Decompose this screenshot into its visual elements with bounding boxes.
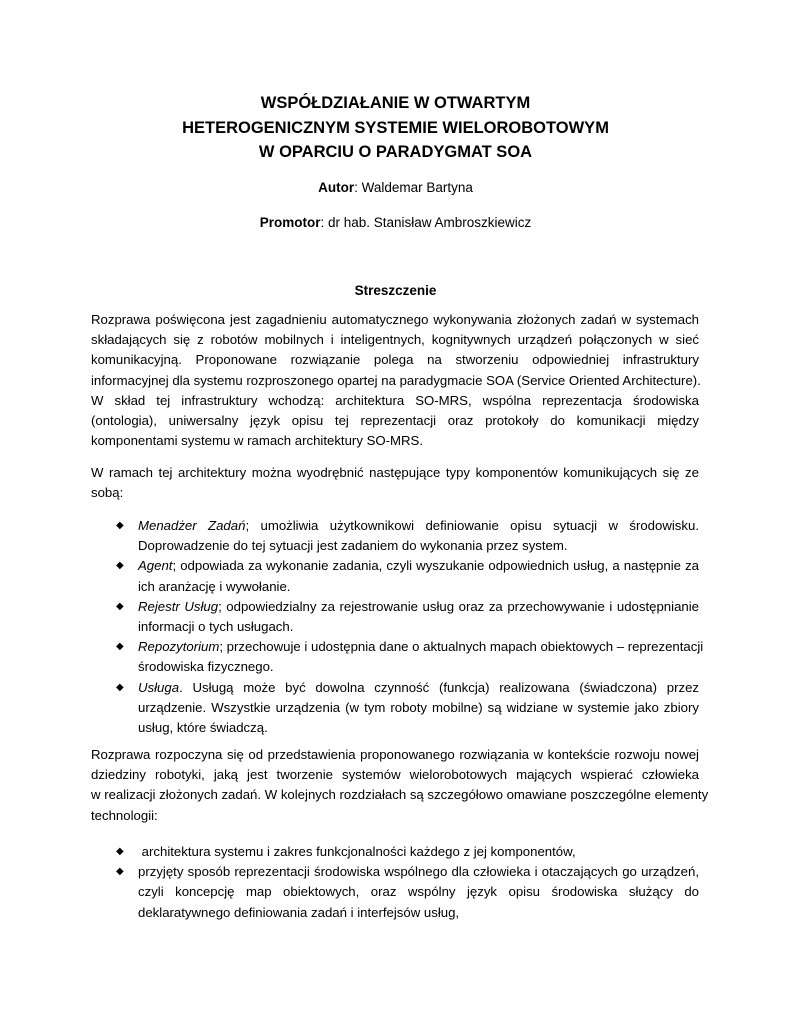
component-text: ich aranżację i wywołanie. bbox=[138, 578, 291, 594]
paragraph-line: W skład tej infrastruktury wchodzą: architektura SO-MRS, wspólna reprezentacja środowiska bbox=[91, 392, 699, 408]
component-text: urządzenie. Wszystkie urządzenia (w tym roboty mobilne) są widziane w systemie jako zbiory bbox=[138, 699, 699, 715]
list-item bbox=[91, 556, 699, 596]
author-line bbox=[0, 180, 791, 195]
list-item bbox=[91, 862, 699, 923]
paragraph-2 bbox=[91, 463, 699, 503]
paragraph-line: (ontologia), uniwersalny język opisu tej reprezentacji oraz protokoły do komunikacji między bbox=[91, 413, 699, 429]
element-text: czyli koncepcję map obiektowych, oraz wspólny język opisu środowiska służący do bbox=[138, 884, 699, 900]
author-label: Autor bbox=[318, 180, 355, 195]
author-name: : Waldemar Bartyna bbox=[354, 180, 473, 195]
diamond-bullet-icon: ◆ bbox=[116, 600, 124, 612]
component-text: ; przechowuje i udostępnia dane o aktualnych mapach obiektowych – reprezentacji bbox=[219, 639, 704, 655]
diamond-bullet-icon: ◆ bbox=[116, 520, 124, 531]
title-line-1: WSPÓŁDZIAŁANIE W OTWARTYM bbox=[260, 94, 531, 112]
components-list bbox=[91, 516, 704, 738]
abstract-heading: Streszczenie bbox=[354, 283, 437, 298]
paragraph-line: W ramach tej architektury można wyodrębnić następujące typy komponentów komunikujących się ze bbox=[91, 465, 699, 480]
component-term: Agent bbox=[138, 558, 173, 574]
diamond-bullet-icon: ◆ bbox=[116, 641, 124, 653]
element-text: przyjęty sposób reprezentacji środowiska wspólnego dla człowieka i otaczających go urządzeń, bbox=[138, 864, 699, 880]
component-text: ; odpowiedzialny za rejestrowanie usług oraz za przechowywanie i udostępnianie bbox=[218, 598, 700, 614]
component-term: Usługa bbox=[138, 679, 180, 695]
paragraph-line: technologii: bbox=[91, 807, 158, 823]
component-term: Menadżer Zadań bbox=[138, 518, 246, 533]
component-term: Repozytorium bbox=[138, 639, 220, 655]
paragraph-line: składających się z robotów mobilnych i inteligentnych, kognitywnych urządzeń połączonych w sieć bbox=[91, 332, 699, 348]
paragraph-line: sobą: bbox=[91, 485, 124, 501]
diamond-bullet-icon: ◆ bbox=[116, 846, 124, 857]
document-title bbox=[0, 91, 791, 165]
paragraph-line: informacyjnej dla systemu rozproszonego opartej na paradygmacie SOA (Service Oriented Architecture). bbox=[91, 372, 701, 388]
component-text: . Usługą może być dowolna czynność (funkcja) realizowana (świadczona) przez bbox=[179, 679, 699, 695]
list-item bbox=[91, 516, 699, 556]
paragraph-line: komunikacyjną. Proponowane rozwiązanie polega na stworzeniu odpowiedniej infrastruktury bbox=[91, 352, 699, 368]
element-text: deklaratywnego definiowania zadań i interfejsów usług, bbox=[138, 904, 460, 920]
list-item bbox=[91, 678, 699, 739]
component-text: ; odpowiada za wykonanie zadania, czyli wyszukanie odpowiednich usług, a następnie za bbox=[172, 558, 699, 574]
component-text: usług, które świadczą. bbox=[138, 720, 268, 736]
paragraph-1 bbox=[91, 310, 699, 451]
diamond-bullet-icon: ◆ bbox=[116, 681, 124, 693]
promotor-name: : dr hab. Stanisław Ambroszkiewicz bbox=[320, 215, 532, 230]
list-item bbox=[91, 842, 699, 862]
paragraph-line: w realizacji złożonych zadań. W kolejnych rozdziałach są szczegółowo omawiane poszczególne elementy bbox=[91, 787, 709, 803]
paragraph-3 bbox=[91, 745, 709, 826]
paragraph-line: komponentami systemu w ramach architektury SO-MRS. bbox=[91, 433, 423, 449]
component-text: informacji o tych usługach. bbox=[138, 619, 294, 635]
paragraph-line: Rozprawa rozpoczyna się od przedstawienia proponowanego rozwiązania w kontekście rozwoju nowej bbox=[91, 747, 699, 762]
component-text: ; umożliwia użytkownikowi definiowanie opisu sytuacji w środowisku. bbox=[245, 518, 699, 533]
paragraph-line: Rozprawa poświęcona jest zagadnieniu automatycznego wykonywania złożonych zadań w systemach bbox=[91, 312, 699, 327]
component-term: Rejestr Usług bbox=[138, 598, 219, 614]
promotor-label: Promotor bbox=[259, 215, 321, 230]
element-text: architektura systemu i zakres funkcjonalności każdego z jej komponentów, bbox=[138, 844, 576, 859]
component-text: środowiska fizycznego. bbox=[138, 659, 274, 675]
paragraph-line: dziedziny robotyki, jaką jest tworzenie systemów wielorobotowych mających wspierać człowieka bbox=[91, 767, 699, 783]
list-item bbox=[91, 597, 699, 637]
diamond-bullet-icon: ◆ bbox=[116, 866, 124, 878]
list-item bbox=[91, 637, 704, 677]
component-text: Doprowadzenie do tej sytuacji jest zadaniem do wykonania przez system. bbox=[138, 538, 568, 554]
title-line-3: W OPARCIU O PARADYGMAT SOA bbox=[258, 143, 533, 161]
elements-list bbox=[91, 842, 699, 923]
diamond-bullet-icon: ◆ bbox=[116, 560, 124, 572]
title-line-2: HETEROGENICZNYM SYSTEMIE WIELOROBOTOWYM bbox=[182, 118, 609, 137]
promotor-line bbox=[0, 215, 791, 230]
